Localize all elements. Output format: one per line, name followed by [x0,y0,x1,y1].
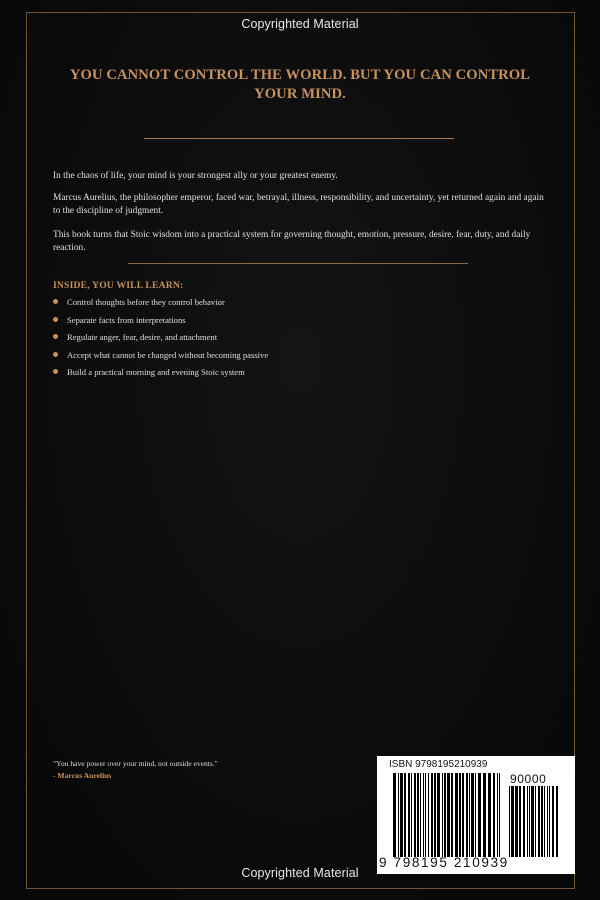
watermark-top: Copyrighted Material [241,17,359,31]
barcode-bar [541,786,543,857]
barcode-bar [431,773,433,857]
quote-text: "You have power over your mind, not outside events." [53,759,218,768]
barcode-bar [466,773,468,857]
barcode-digits: 9 798195 210939 [379,855,509,870]
barcode-bar [437,773,440,857]
barcode-bar [444,773,446,857]
barcode-bar [408,773,410,857]
barcode-bar [556,786,558,857]
list-item-text: Control thoughts before they control behavior [67,297,225,307]
barcode-bar [552,786,554,857]
barcode-bar [515,786,518,857]
cover-headline: YOU CANNOT CONTROL THE WORLD. BUT YOU CAN CONTROL YOUR MIND. [69,67,531,102]
addon-barcode-bars [509,786,561,857]
list-item [53,366,533,384]
bullet-icon [53,352,58,357]
list-item-text: Separate facts from interpretations [67,314,186,325]
learn-list [53,296,533,384]
barcode-bar [417,773,419,857]
learn-heading: INSIDE, YOU WILL LEARN: [53,280,184,291]
barcode-bar [423,773,424,857]
barcode-bar [442,773,443,857]
paragraph-1: In the chaos of life, your mind is your strongest ally or your greatest enemy. [53,171,338,181]
list-item [53,349,533,367]
barcode-bar [531,786,534,857]
barcode-bar [462,773,464,857]
barcode-bar [434,773,436,857]
watermark-bottom: Copyrighted Material [241,866,359,880]
barcode-bar [547,786,548,857]
barcode-bar [455,773,458,857]
list-item [53,331,533,349]
list-item-text: Accept what cannot be changed without becoming passive [67,349,269,360]
barcode-bars [393,773,501,857]
list-item [53,296,533,314]
barcode-bar [535,786,536,857]
divider-middle [128,263,468,264]
barcode-bar [400,773,403,857]
barcode-bar [511,786,514,857]
barcode-bar [475,773,476,857]
barcode-bar [398,773,399,857]
barcode-bar [527,786,528,857]
bullet-icon [53,317,58,322]
list-item-text: Regulate anger, fear, desire, and attachment [67,332,218,343]
paragraph-2: Marcus Aurelius, the philosopher emperor, faced war, betrayal, illness, responsibility, and uncertainty, yet returned again and again to the discipline of judgment. [53,193,544,217]
barcode-bar [393,773,396,857]
barcode-bar [420,773,421,857]
barcode-bar [523,786,525,857]
barcode-bar [519,786,521,857]
barcode-bar [538,786,540,857]
barcode-bar [428,773,429,857]
isbn-barcode [377,756,575,874]
barcode-bar [459,773,461,857]
barcode-bar [488,773,491,857]
barcode-bar [549,786,550,857]
list-item-text: Build a practical morning and evening Stoic system [67,367,245,378]
barcode-bar [497,773,498,857]
barcode-bar [404,773,406,857]
barcode-bar [529,786,530,857]
bullet-icon [53,369,58,374]
bullet-icon [53,299,58,304]
barcode-bar [451,773,453,857]
barcode-bar [411,773,412,857]
barcode-bar [509,786,510,857]
barcode-bar [425,773,426,857]
isbn-label: ISBN 9798195210939 [389,759,488,770]
barcode-bar [447,773,450,857]
barcode-bar [471,773,474,857]
barcode-bar [483,773,486,857]
barcode-bar [478,773,481,857]
divider-top [144,138,454,139]
barcode-bar [469,773,470,857]
barcode-bar [499,773,500,857]
list-item [53,314,533,332]
barcode-bar [414,773,416,857]
bullet-icon [53,334,58,339]
quote-author: - Marcus Aurelius [53,771,112,780]
barcode-bar [493,773,495,857]
price-code: 90000 [510,772,547,786]
paragraph-3: This book turns that Stoic wisdom into a practical system for governing thought, emotion, pressure, desire, fear, duty, and daily reaction. [53,230,531,254]
barcode-bar [544,786,545,857]
